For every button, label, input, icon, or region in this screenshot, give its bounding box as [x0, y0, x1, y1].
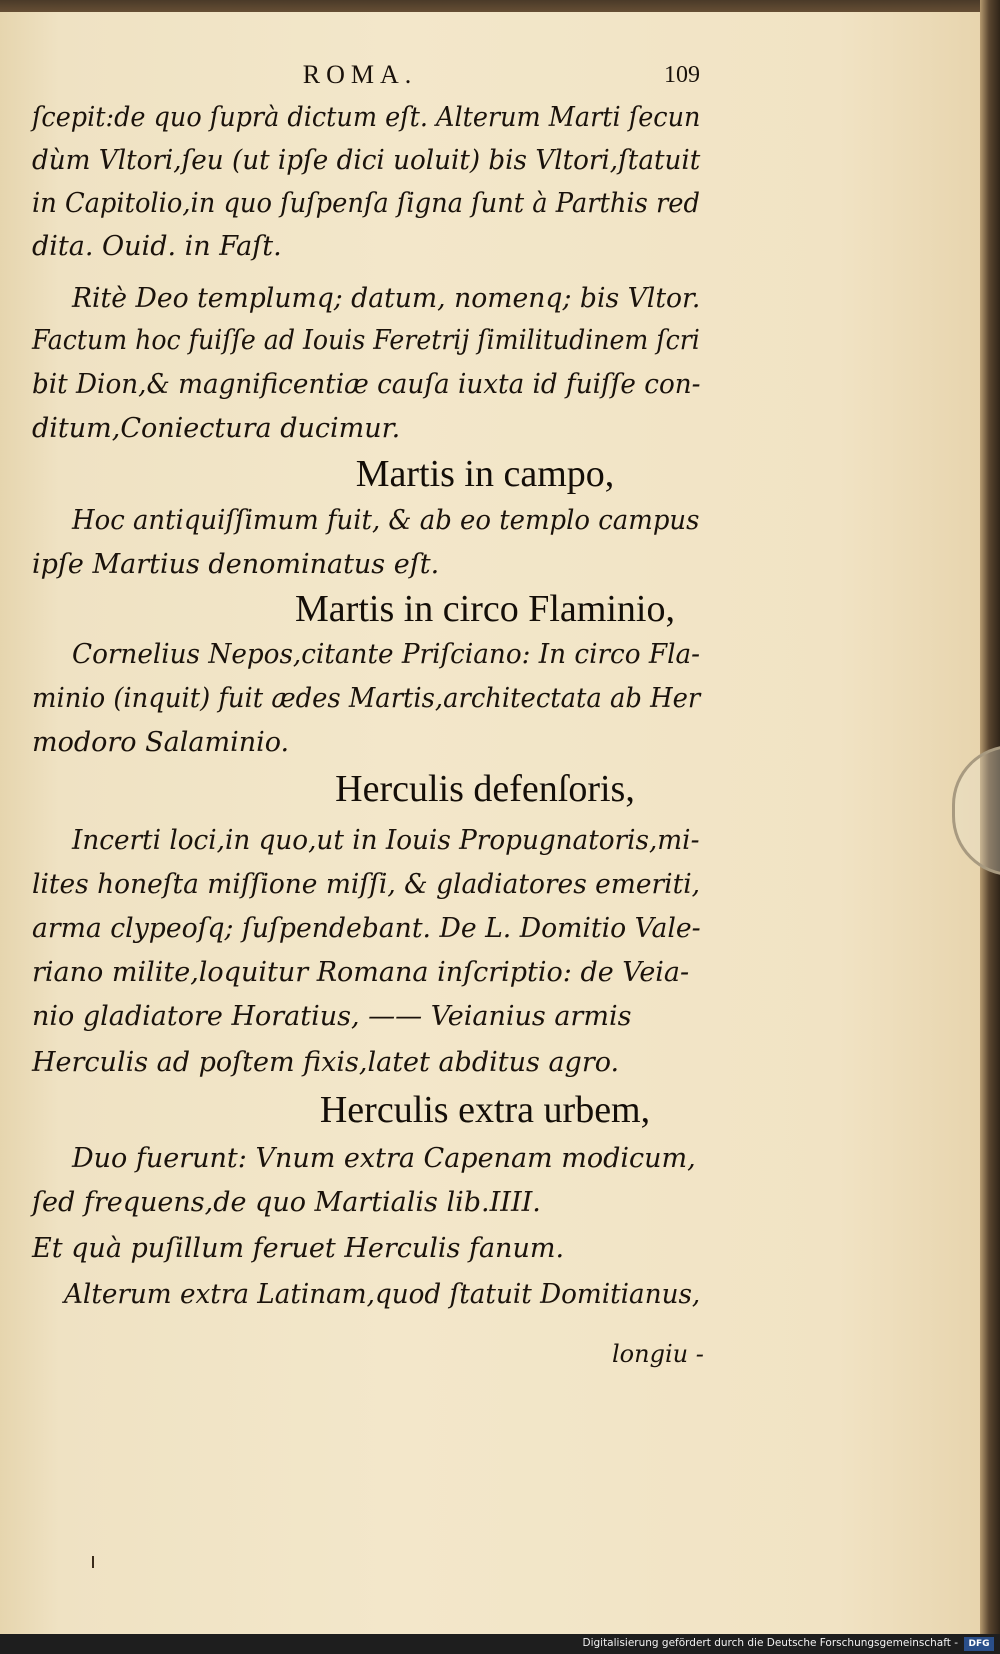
text-line: minio (inquit) fuit ædes Martis,architectata ab Her	[32, 683, 701, 714]
text-line: dita. Ouid. in Faſt.	[32, 231, 282, 262]
text-line: ſed frequens,de quo Martialis lib.IIII.	[32, 1187, 541, 1218]
text-line: Factum hoc fuiſſe ad Iouis Feretrij ſimilitudinem ſcri	[32, 325, 700, 356]
text-line: arma clypeoſq; ſuſpendebant. De L. Domitio Vale-	[32, 913, 701, 944]
section-heading: Herculis defenſoris,	[335, 768, 635, 810]
section-heading: Martis in campo,	[355, 453, 615, 495]
catchword: longiu -	[612, 1340, 704, 1368]
quoted-verse: Et quà puſillum feruet Herculis fanum.	[32, 1233, 565, 1264]
text-line: Herculis ad poſtem fixis,latet abditus agro.	[32, 1047, 620, 1078]
ink-speck	[92, 1556, 94, 1568]
page-number: 109	[664, 62, 700, 88]
text-line: dùm Vltori,ſeu (ut ipſe dici uoluit) bis Vltori,ſtatuit	[32, 145, 701, 176]
text-line: lites honeſta miſſione miſſi, & gladiatores emeriti,	[32, 869, 701, 900]
section-heading: Martis in circo Flaminio,	[295, 588, 675, 630]
quoted-verse: Ritè Deo templumq; datum, nomenq; bis Vltor.	[72, 283, 701, 314]
text-line: ipſe Martius denominatus eſt.	[32, 549, 440, 580]
text-line: Incerti loci,in quo,ut in Iouis Propugnatoris,mi-	[72, 825, 700, 856]
dfg-logo: DFG	[964, 1637, 994, 1651]
text-line: Hoc antiquiſſimum fuit, & ab eo templo campus	[72, 505, 700, 536]
text-line: riano milite,loquitur Romana inſcriptio: de Veia-	[32, 957, 690, 988]
text-line: Alterum extra Latinam,quod ſtatuit Domitianus,	[64, 1279, 701, 1310]
footer-credit: Digitalisierung gefördert durch die Deutsche Forschungsgemeinschaft -	[582, 1637, 958, 1649]
text-line: Duo fuerunt: Vnum extra Capenam modicum,	[72, 1143, 696, 1174]
text-line: modoro Salaminio.	[32, 727, 290, 758]
text-line: nio gladiatore Horatius, —— Veianius armis	[32, 1001, 632, 1032]
text-line: in Capitolio,in quo ſuſpenſa ſigna ſunt à Parthis red	[32, 188, 700, 219]
text-line: ſcepit:de quo ſuprà dictum eſt. Alterum Marti ſecun	[32, 102, 701, 133]
text-line: bit Dion,& magnificentiæ cauſa iuxta id fuiſſe con-	[32, 369, 701, 400]
running-title: ROMA.	[302, 60, 418, 89]
text-line: ditum,Coniectura ducimur.	[32, 413, 401, 444]
text-line: Cornelius Nepos,citante Priſciano: In circo Fla-	[72, 639, 701, 670]
section-heading: Herculis extra urbem,	[319, 1089, 651, 1131]
